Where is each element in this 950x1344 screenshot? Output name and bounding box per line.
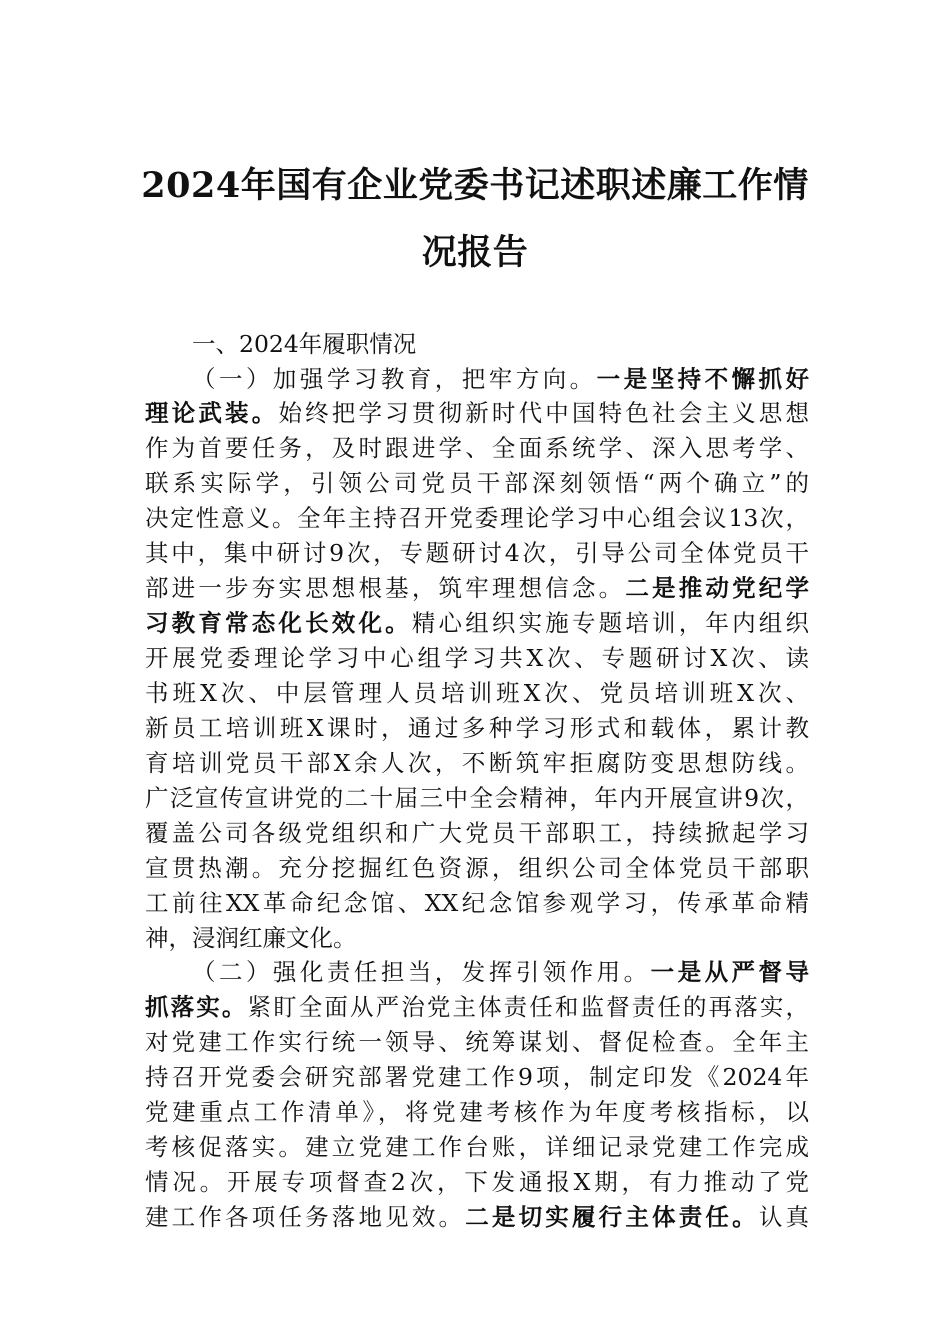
paragraph-text: （二）强化责任担当，发挥引领作用。 [192, 958, 651, 986]
paragraph-line: 宣贯热潮。充分挖掘红色资源，组织公司全体党员干部职 [145, 854, 809, 882]
paragraph-line: 考核促落实。建立党建工作台账，详细记录党建工作完成 [145, 1133, 809, 1161]
paragraph-bold-text: 二是切实履行主体责任。 [465, 1203, 759, 1231]
paragraph-line: 新员工培训班X课时，通过多种学习形式和载体，累计教 [145, 714, 809, 742]
paragraph-bold-text: 习教育常态化长效化。 [145, 609, 412, 637]
paragraph-bold-text: 二是推动党纪学 [625, 574, 809, 602]
paragraph-bold-text: 一是从严督导 [650, 958, 809, 986]
paragraph-line: 神，浸润红廉文化。 [145, 924, 357, 952]
paragraph-line [145, 606, 809, 640]
paragraph-line: 育培训党员干部X余人次，不断筑牢拒腐防变思想防线。 [145, 749, 809, 777]
document-title-line-2: 况报告 [421, 232, 529, 273]
paragraph-line [145, 955, 809, 989]
paragraph-text: （一）加强学习教育，把牢方向。 [192, 365, 597, 393]
paragraph-line: 覆盖公司各级党组织和广大党员干部职工，持续掀起学习 [145, 819, 809, 847]
paragraph-line: 广泛宣传宣讲党的二十届三中全会精神，年内开展宣讲9次， [145, 784, 809, 812]
paragraph-text: 建工作各项任务落地见效。 [145, 1203, 466, 1231]
paragraph-line: 其中，集中研讨9次，专题研讨4次，引导公司全体党员干 [145, 539, 809, 567]
paragraph-text: 部进一步夯实思想根基，筑牢理想信念。 [145, 574, 626, 602]
paragraph-line [145, 362, 809, 396]
paragraph-line: 作为首要任务，及时跟进学、全面系统学、深入思考学、 [145, 434, 809, 462]
paragraph-line: 开展党委理论学习中心组学习共X次、专题研讨X次、读 [145, 644, 809, 672]
paragraph-line: 对党建工作实行统一领导、统筹谋划、督促检查。全年主 [145, 1028, 809, 1056]
paragraph-line: 持召开党委会研究部署党建工作9项，制定印发《2024年 [145, 1063, 809, 1091]
paragraph-line [145, 1200, 809, 1234]
paragraph-line [145, 990, 809, 1024]
paragraph-text: 紧盯全面从严治党主体责任和监督责任的再落实， [247, 993, 809, 1021]
document-title-line-1: 2024年国有企业党委书记述职述廉工作情 [141, 165, 809, 206]
paragraph-line: 决定性意义。全年主持召开党委理论学习中心组会议13次， [145, 504, 809, 532]
paragraph-line: 联系实际学，引领公司党员干部深刻领悟“两个确立”的 [145, 469, 809, 497]
paragraph-line: 情况。开展专项督查2次，下发通报X期，有力推动了党 [145, 1168, 809, 1196]
paragraph-text: 认真 [758, 1203, 809, 1231]
paragraph-text: 始终把学习贯彻新时代中国特色社会主义思想 [278, 399, 809, 427]
paragraph-line [145, 571, 809, 605]
paragraph-line: 书班X次、中层管理人员培训班X次、党员培训班X次、 [145, 679, 809, 707]
paragraph-line [145, 396, 809, 430]
paragraph-bold-text: 一是坚持不懈抓好 [596, 365, 809, 393]
paragraph-bold-text: 抓落实。 [145, 993, 248, 1021]
section-heading: 一、2024年履职情况 [192, 330, 417, 358]
paragraph-line: 党建重点工作清单》，将党建考核作为年度考核指标，以 [145, 1098, 809, 1126]
paragraph-line: 工前往XX革命纪念馆、XX纪念馆参观学习，传承革命精 [145, 889, 809, 917]
paragraph-text: 精心组织实施专题培训，年内组织 [411, 609, 809, 637]
paragraph-bold-text: 理论武装。 [145, 399, 279, 427]
